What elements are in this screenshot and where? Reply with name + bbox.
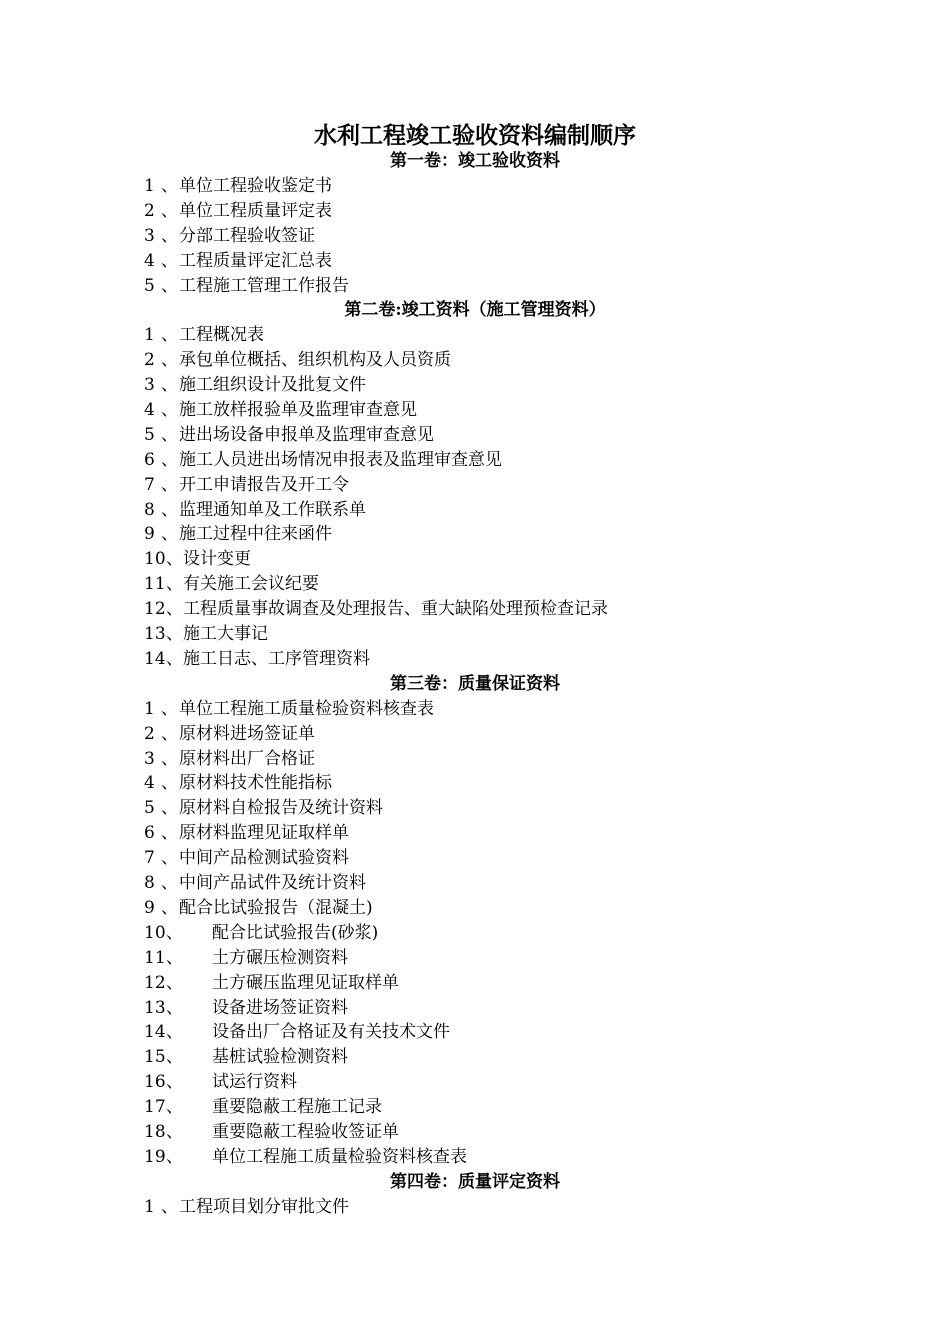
item-number: 13 bbox=[144, 998, 166, 1018]
item-number: 3 bbox=[144, 749, 155, 769]
list-item bbox=[144, 797, 383, 819]
item-text: 有关施工会议纪要 bbox=[183, 574, 319, 594]
item-separator: 、 bbox=[161, 375, 178, 395]
list-item bbox=[144, 225, 315, 247]
list-item bbox=[144, 897, 373, 919]
item-text: 土方碾压监理见证取样单 bbox=[212, 973, 399, 993]
list-item bbox=[144, 573, 319, 595]
list-item bbox=[144, 748, 315, 770]
item-separator: 、 bbox=[166, 973, 183, 993]
item-text: 原材料进场签证单 bbox=[179, 724, 315, 744]
item-number: 12 bbox=[144, 973, 166, 993]
item-text: 进出场设备申报单及监理审查意见 bbox=[179, 425, 434, 445]
item-text: 分部工程验收签证 bbox=[179, 226, 315, 246]
item-text: 设备出厂合格证及有关技术文件 bbox=[212, 1022, 450, 1042]
list-item bbox=[144, 648, 370, 670]
list-item bbox=[144, 623, 268, 645]
list-item bbox=[144, 175, 332, 197]
list-item bbox=[144, 200, 332, 222]
item-text: 工程质量评定汇总表 bbox=[179, 251, 332, 271]
item-separator: 、 bbox=[166, 1022, 183, 1042]
item-text: 单位工程验收鉴定书 bbox=[179, 176, 332, 196]
item-separator: 、 bbox=[161, 1197, 178, 1217]
item-text: 原材料出厂合格证 bbox=[179, 749, 315, 769]
item-number: 5 bbox=[144, 276, 155, 296]
item-separator: 、 bbox=[161, 425, 178, 445]
item-number: 5 bbox=[144, 798, 155, 818]
item-number: 14 bbox=[144, 649, 166, 669]
item-separator: 、 bbox=[166, 1047, 183, 1067]
item-text: 施工过程中往来函件 bbox=[179, 524, 332, 544]
item-separator: 、 bbox=[161, 524, 178, 544]
item-number: 8 bbox=[144, 873, 155, 893]
item-separator: 、 bbox=[161, 500, 178, 520]
item-separator: 、 bbox=[166, 599, 183, 619]
item-text: 开工申请报告及开工令 bbox=[179, 475, 349, 495]
item-separator: 、 bbox=[161, 400, 178, 420]
list-item bbox=[144, 250, 332, 272]
list-item bbox=[144, 499, 366, 521]
item-text: 原材料自检报告及统计资料 bbox=[179, 798, 383, 818]
item-separator: 、 bbox=[161, 251, 178, 271]
item-number: 12 bbox=[144, 599, 166, 619]
item-text: 承包单位概括、组织机构及人员资质 bbox=[179, 350, 451, 370]
item-separator: 、 bbox=[166, 1097, 183, 1117]
list-item bbox=[144, 822, 349, 844]
item-separator: 、 bbox=[161, 276, 178, 296]
item-separator: 、 bbox=[166, 649, 183, 669]
item-number: 10 bbox=[144, 549, 166, 569]
item-separator: 、 bbox=[161, 226, 178, 246]
item-separator: 、 bbox=[161, 798, 178, 818]
volume-heading: 第二卷:竣工资料（施工管理资料） bbox=[344, 300, 606, 320]
list-item bbox=[144, 349, 451, 371]
item-separator: 、 bbox=[161, 201, 178, 221]
list-item bbox=[144, 523, 332, 545]
item-separator: 、 bbox=[166, 574, 183, 594]
item-separator: 、 bbox=[166, 1122, 183, 1142]
list-item bbox=[144, 847, 349, 869]
list-item bbox=[144, 474, 349, 496]
item-number: 7 bbox=[144, 848, 155, 868]
item-number: 2 bbox=[144, 201, 155, 221]
list-item bbox=[144, 1096, 382, 1118]
item-text: 施工人员进出场情况申报表及监理审查意见 bbox=[179, 450, 502, 470]
item-text: 工程施工管理工作报告 bbox=[179, 276, 349, 296]
item-separator: 、 bbox=[161, 773, 178, 793]
item-number: 18 bbox=[144, 1122, 166, 1142]
list-item bbox=[144, 548, 251, 570]
item-text: 工程项目划分审批文件 bbox=[179, 1197, 349, 1217]
item-text: 中间产品试件及统计资料 bbox=[179, 873, 366, 893]
item-number: 17 bbox=[144, 1097, 166, 1117]
item-number: 5 bbox=[144, 425, 155, 445]
list-item bbox=[144, 1121, 399, 1143]
item-text: 土方碾压检测资料 bbox=[212, 948, 348, 968]
item-separator: 、 bbox=[161, 450, 178, 470]
item-separator: 、 bbox=[166, 948, 183, 968]
item-number: 10 bbox=[144, 923, 166, 943]
item-number: 9 bbox=[144, 898, 155, 918]
list-item bbox=[144, 1071, 297, 1093]
item-text: 设备进场签证资料 bbox=[212, 998, 348, 1018]
volume-heading: 第三卷：质量保证资料 bbox=[390, 674, 560, 694]
list-item bbox=[144, 1196, 349, 1218]
item-text: 原材料技术性能指标 bbox=[179, 773, 332, 793]
list-item bbox=[144, 449, 502, 471]
volume-heading: 第四卷：质量评定资料 bbox=[390, 1172, 560, 1192]
list-item bbox=[144, 772, 332, 794]
item-separator: 、 bbox=[161, 475, 178, 495]
item-number: 16 bbox=[144, 1072, 166, 1092]
list-item bbox=[144, 374, 366, 396]
item-number: 2 bbox=[144, 724, 155, 744]
list-item bbox=[144, 947, 348, 969]
item-separator: 、 bbox=[166, 923, 183, 943]
item-number: 4 bbox=[144, 400, 155, 420]
item-text: 单位工程质量评定表 bbox=[179, 201, 332, 221]
item-text: 单位工程施工质量检验资料核查表 bbox=[212, 1147, 467, 1167]
item-number: 4 bbox=[144, 251, 155, 271]
document-title: 水利工程竣工验收资料编制顺序 bbox=[314, 122, 636, 149]
item-text: 中间产品检测试验资料 bbox=[179, 848, 349, 868]
item-number: 14 bbox=[144, 1022, 166, 1042]
list-item bbox=[144, 598, 608, 620]
list-item bbox=[144, 399, 417, 421]
list-item bbox=[144, 698, 434, 720]
list-item bbox=[144, 1046, 348, 1068]
list-item bbox=[144, 324, 264, 346]
item-text: 试运行资料 bbox=[212, 1072, 297, 1092]
item-separator: 、 bbox=[166, 549, 183, 569]
item-separator: 、 bbox=[161, 873, 178, 893]
item-separator: 、 bbox=[161, 724, 178, 744]
item-number: 4 bbox=[144, 773, 155, 793]
item-separator: 、 bbox=[161, 350, 178, 370]
item-separator: 、 bbox=[166, 1072, 183, 1092]
item-text: 监理通知单及工作联系单 bbox=[179, 500, 366, 520]
item-text: 原材料监理见证取样单 bbox=[179, 823, 349, 843]
item-separator: 、 bbox=[161, 823, 178, 843]
item-number: 3 bbox=[144, 375, 155, 395]
item-separator: 、 bbox=[161, 749, 178, 769]
item-number: 1 bbox=[144, 699, 155, 719]
list-item bbox=[144, 1021, 450, 1043]
item-separator: 、 bbox=[166, 1147, 183, 1167]
item-text: 重要隐蔽工程验收签证单 bbox=[212, 1122, 399, 1142]
item-text: 设计变更 bbox=[183, 549, 251, 569]
item-text: 工程质量事故调查及处理报告、重大缺陷处理预检查记录 bbox=[183, 599, 608, 619]
list-item bbox=[144, 275, 349, 297]
item-text: 工程概况表 bbox=[179, 325, 264, 345]
item-separator: 、 bbox=[161, 848, 178, 868]
item-number: 7 bbox=[144, 475, 155, 495]
list-item bbox=[144, 723, 315, 745]
item-number: 15 bbox=[144, 1047, 166, 1067]
volume-heading: 第一卷：竣工验收资料 bbox=[390, 151, 560, 171]
list-item bbox=[144, 1146, 467, 1168]
list-item bbox=[144, 872, 366, 894]
item-number: 1 bbox=[144, 176, 155, 196]
item-text: 施工组织设计及批复文件 bbox=[179, 375, 366, 395]
item-number: 11 bbox=[144, 574, 166, 594]
list-item bbox=[144, 997, 348, 1019]
item-number: 1 bbox=[144, 325, 155, 345]
item-text: 单位工程施工质量检验资料核查表 bbox=[179, 699, 434, 719]
item-separator: 、 bbox=[161, 325, 178, 345]
list-item bbox=[144, 424, 434, 446]
item-number: 2 bbox=[144, 350, 155, 370]
item-number: 13 bbox=[144, 624, 166, 644]
item-text: 施工大事记 bbox=[183, 624, 268, 644]
item-text: 配合比试验报告（混凝土) bbox=[179, 898, 373, 918]
item-separator: 、 bbox=[161, 699, 178, 719]
item-number: 1 bbox=[144, 1197, 155, 1217]
item-separator: 、 bbox=[161, 176, 178, 196]
item-separator: 、 bbox=[166, 624, 183, 644]
item-number: 6 bbox=[144, 823, 155, 843]
list-item bbox=[144, 972, 399, 994]
item-text: 配合比试验报告(砂浆) bbox=[212, 923, 379, 943]
item-text: 施工日志、工序管理资料 bbox=[183, 649, 370, 669]
item-number: 9 bbox=[144, 524, 155, 544]
item-separator: 、 bbox=[166, 998, 183, 1018]
item-number: 8 bbox=[144, 500, 155, 520]
item-text: 基桩试验检测资料 bbox=[212, 1047, 348, 1067]
item-number: 6 bbox=[144, 450, 155, 470]
list-item bbox=[144, 922, 378, 944]
item-text: 重要隐蔽工程施工记录 bbox=[212, 1097, 382, 1117]
item-number: 11 bbox=[144, 948, 166, 968]
item-number: 19 bbox=[144, 1147, 166, 1167]
item-number: 3 bbox=[144, 226, 155, 246]
item-text: 施工放样报验单及监理审查意见 bbox=[179, 400, 417, 420]
item-separator: 、 bbox=[161, 898, 178, 918]
